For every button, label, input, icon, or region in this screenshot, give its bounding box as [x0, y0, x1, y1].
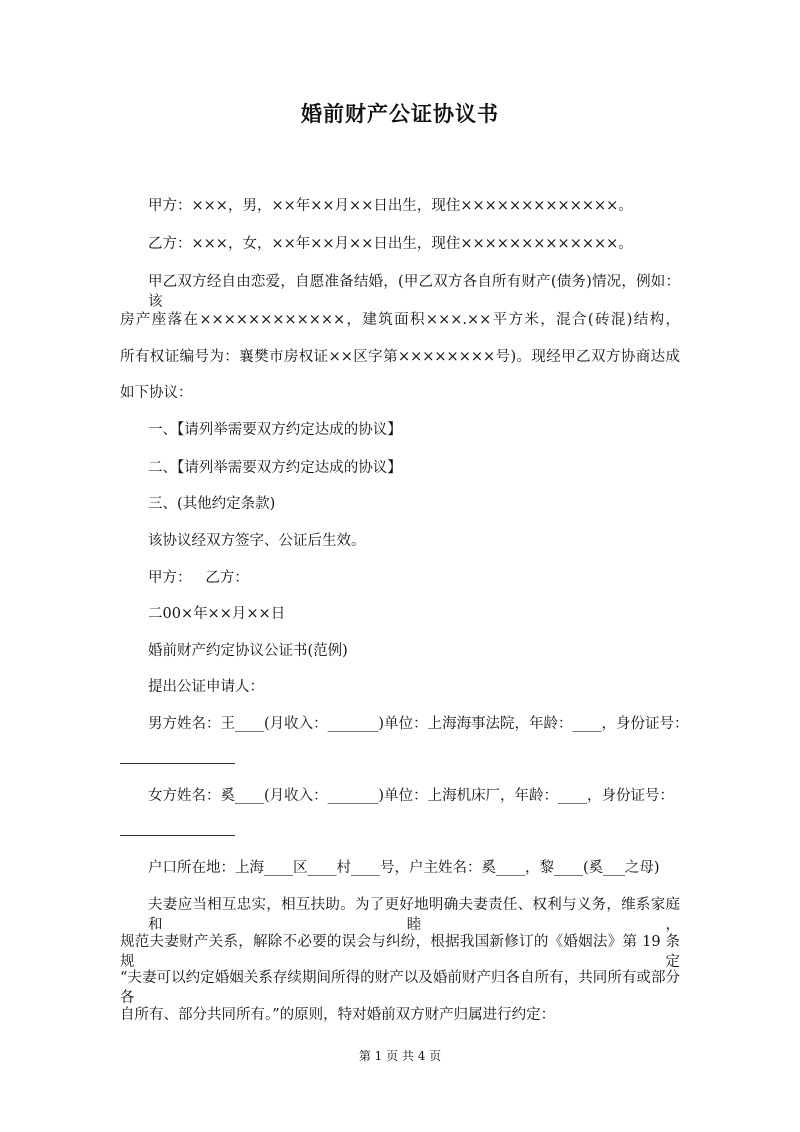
agreement-paragraph-line-1: 夫妻应当相互忠实，相互扶助。为了更好地明确夫妻责任、权利与义务，维系家庭和睦， [148, 897, 680, 933]
applicants-heading: 提出公证申请人： [148, 679, 264, 695]
clause-3: 三、(其他约定条款) [148, 496, 276, 512]
agreement-paragraph-line-2: 规范夫妻财产关系，解除不必要的误会与纠纷，根据我国新修订的《婚姻法》第 19 条规定 [120, 934, 680, 970]
date-line: 二00×年××月××日 [148, 606, 286, 622]
party-a-line: 甲方：×××，男，××年××月××日出生，现住×××××××××××××。 [148, 198, 633, 214]
page-footer: 第 1 页 共 4 页 [358, 1049, 442, 1063]
intro-paragraph-line-3: 所有权证编号为：襄樊市房权证××区字第××××××××号)。现经甲乙双方协商达成 [120, 349, 680, 365]
sample-title: 婚前财产约定协议公证书(范例) [148, 643, 348, 659]
agreement-paragraph-line-3: “夫妻可以约定婚姻关系存续期间所得的财产以及婚前财产归各自所有，共同所有或部分各 [120, 970, 680, 1006]
agreement-paragraph-line-4: 自所有、部分共同所有。”的原则，特对婚前双方财产归属进行约定： [120, 1007, 556, 1023]
male-applicant-line: 男方姓名：王____(月收入：_______)单位：上海海事法院，年龄：____，身份证号： [148, 716, 689, 732]
party-b-line: 乙方：×××，女，××年××月××日出生，现住×××××××××××××。 [148, 236, 633, 252]
intro-paragraph-line-1: 甲乙双方经自由恋爱，自愿准备结婚，(甲乙双方各自所有财产(债务)情况，例如：该 [148, 274, 680, 310]
male-id-blank [120, 763, 235, 764]
signature-line: 甲方： 乙方： [148, 570, 249, 586]
effective-statement: 该协议经双方签字、公证后生效。 [148, 533, 366, 549]
intro-paragraph-line-2: 房产座落在××××××××××××，建筑面积×××.××平方米，混合(砖混)结构， [120, 312, 680, 328]
document-title: 婚前财产公证协议书 [301, 101, 499, 126]
female-applicant-line: 女方姓名：奚____(月收入：_______)单位：上海机床厂，年龄：____，身份证号： [148, 788, 675, 804]
intro-paragraph-line-4: 如下协议： [120, 385, 193, 401]
clause-1: 一、【请列举需要双方约定达成的协议】 [148, 422, 402, 438]
household-line: 户口所在地：上海____区____村____号，户主姓名：奚____，黎____(奚___之母) [148, 860, 660, 876]
female-id-blank [120, 835, 235, 836]
clause-2: 二、【请列举需要双方约定达成的协议】 [148, 460, 402, 476]
